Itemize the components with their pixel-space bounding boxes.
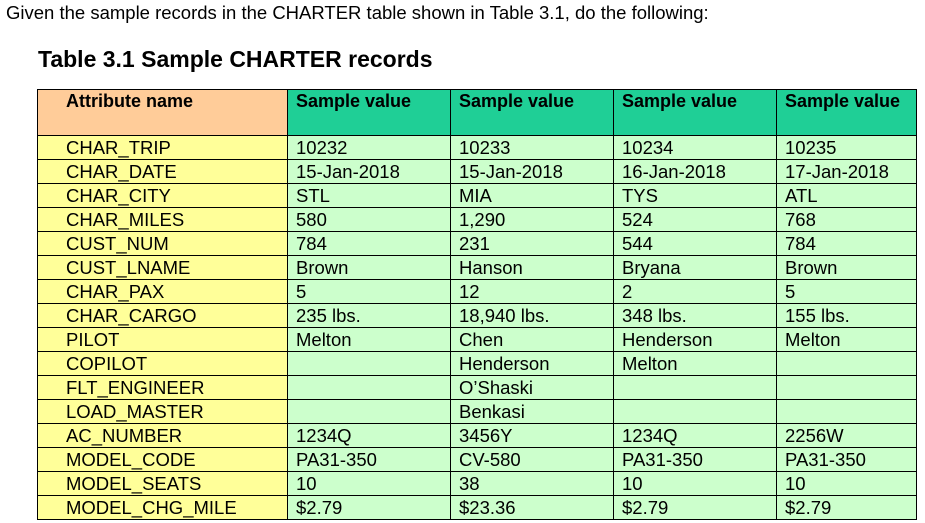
table-row [38,352,917,376]
header-sample-value: Sample value [451,90,614,136]
attribute-name-cell: LOAD_MASTER [38,400,288,424]
sample-value-cell: 38 [451,472,614,496]
attribute-name-cell: AC_NUMBER [38,424,288,448]
table-row [38,496,917,520]
sample-value-cell: 10235 [777,136,917,160]
table-row [38,232,917,256]
sample-value-cell: $2.79 [288,496,451,520]
header-attribute-name: Attribute name [38,90,288,136]
table-row [38,136,917,160]
attribute-name-cell: CHAR_PAX [38,280,288,304]
sample-value-cell: Henderson [451,352,614,376]
intro-text: Given the sample records in the CHARTER table shown in Table 3.1, do the following: [6,2,709,23]
sample-value-cell: 580 [288,208,451,232]
sample-value-cell: 231 [451,232,614,256]
sample-value-cell: 10232 [288,136,451,160]
sample-value-cell: 10234 [614,136,777,160]
sample-value-cell: TYS [614,184,777,208]
sample-value-cell: STL [288,184,451,208]
table-row [38,256,917,280]
sample-value-cell: 10 [288,472,451,496]
sample-value-cell: 5 [288,280,451,304]
sample-value-cell: $23.36 [451,496,614,520]
table-row [38,208,917,232]
table-body [38,136,917,520]
header-sample-value: Sample value [288,90,451,136]
table-row [38,472,917,496]
sample-value-cell [288,400,451,424]
attribute-name-cell: CUST_NUM [38,232,288,256]
sample-value-cell: 235 lbs. [288,304,451,328]
sample-value-cell: 1234Q [614,424,777,448]
header-sample-value: Sample value [777,90,917,136]
sample-value-cell: 1234Q [288,424,451,448]
sample-value-cell: Brown [288,256,451,280]
header-sample-value: Sample value [614,90,777,136]
attribute-name-cell: CHAR_DATE [38,160,288,184]
sample-value-cell [288,352,451,376]
attribute-name-cell: MODEL_CHG_MILE [38,496,288,520]
sample-value-cell: 2 [614,280,777,304]
attribute-name-cell: MODEL_CODE [38,448,288,472]
table-row [38,328,917,352]
table-row [38,304,917,328]
sample-value-cell [777,400,917,424]
table-row [38,400,917,424]
attribute-name-cell: MODEL_SEATS [38,472,288,496]
sample-value-cell: Benkasi [451,400,614,424]
sample-value-cell: Chen [451,328,614,352]
sample-value-cell: O’Shaski [451,376,614,400]
sample-value-cell: 15-Jan-2018 [288,160,451,184]
sample-value-cell: 768 [777,208,917,232]
table-row [38,376,917,400]
sample-value-cell [777,352,917,376]
table-row [38,424,917,448]
sample-value-cell: 544 [614,232,777,256]
sample-value-cell: Melton [288,328,451,352]
sample-value-cell: 10233 [451,136,614,160]
attribute-name-cell: PILOT [38,328,288,352]
sample-value-cell: $2.79 [614,496,777,520]
sample-value-cell [614,376,777,400]
sample-value-cell: PA31-350 [288,448,451,472]
sample-value-cell: MIA [451,184,614,208]
sample-value-cell: 784 [288,232,451,256]
sample-value-cell: 3456Y [451,424,614,448]
sample-value-cell [288,376,451,400]
header-row [38,90,917,136]
sample-value-cell: Bryana [614,256,777,280]
attribute-name-cell: COPILOT [38,352,288,376]
sample-value-cell: 524 [614,208,777,232]
sample-value-cell: 348 lbs. [614,304,777,328]
sample-value-cell: 784 [777,232,917,256]
sample-value-cell: 5 [777,280,917,304]
attribute-name-cell: CHAR_MILES [38,208,288,232]
table-row [38,280,917,304]
sample-value-cell [614,400,777,424]
table-row [38,160,917,184]
sample-value-cell: 12 [451,280,614,304]
sample-value-cell: PA31-350 [777,448,917,472]
sample-value-cell: Henderson [614,328,777,352]
sample-value-cell: 17-Jan-2018 [777,160,917,184]
sample-value-cell: ATL [777,184,917,208]
sample-value-cell: 10 [777,472,917,496]
sample-value-cell: 10 [614,472,777,496]
attribute-name-cell: CUST_LNAME [38,256,288,280]
attribute-name-cell: CHAR_TRIP [38,136,288,160]
charter-table [37,89,917,520]
sample-value-cell: CV-580 [451,448,614,472]
sample-value-cell: PA31-350 [614,448,777,472]
sample-value-cell: 16-Jan-2018 [614,160,777,184]
sample-value-cell: $2.79 [777,496,917,520]
table-row [38,448,917,472]
sample-value-cell: 18,940 lbs. [451,304,614,328]
sample-value-cell: Hanson [451,256,614,280]
sample-value-cell [777,376,917,400]
table-row [38,184,917,208]
attribute-name-cell: CHAR_CITY [38,184,288,208]
attribute-name-cell: FLT_ENGINEER [38,376,288,400]
attribute-name-cell: CHAR_CARGO [38,304,288,328]
sample-value-cell: 1,290 [451,208,614,232]
sample-value-cell: Melton [777,328,917,352]
sample-value-cell: 2256W [777,424,917,448]
sample-value-cell: Melton [614,352,777,376]
table-caption: Table 3.1 Sample CHARTER records [38,46,433,72]
sample-value-cell: 15-Jan-2018 [451,160,614,184]
sample-value-cell: 155 lbs. [777,304,917,328]
sample-value-cell: Brown [777,256,917,280]
